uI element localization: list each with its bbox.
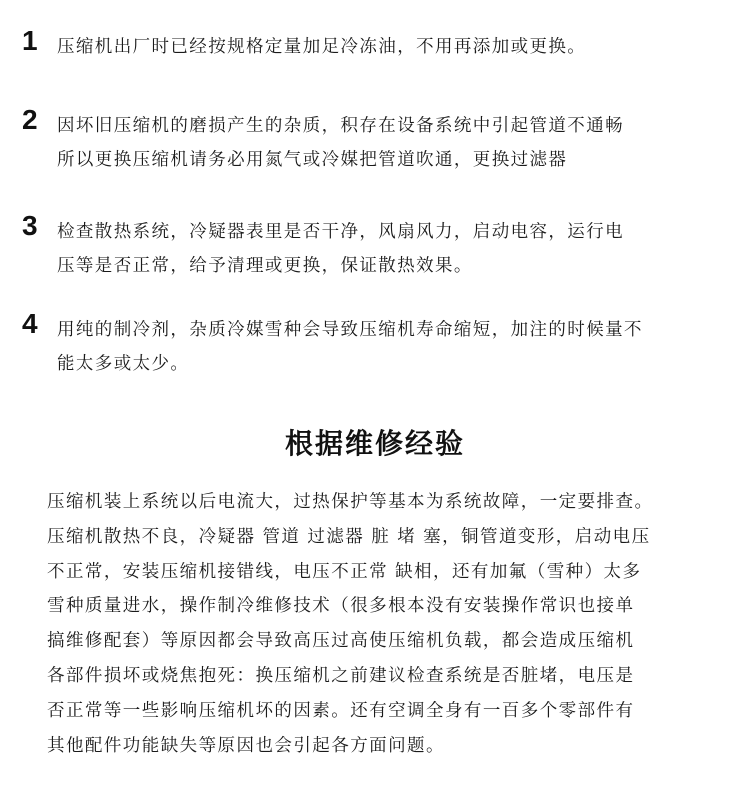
- tip-number: 2: [22, 104, 38, 135]
- tip-item-3: [22, 210, 722, 283]
- tip-text: 检查散热系统，冷疑器表里是否干净，风扇风力，启动电容，运行电 压等是否正常，给予清理或更换，保证散热效果。: [57, 222, 624, 276]
- section-body: 压缩机装上系统以后电流大，过热保护等基本为系统故障，一定要排查。 压缩机散热不良，冷疑器 管道 过滤器 脏 堵 塞，铜管道变形，启动电压 不正常，安装压缩机接错线，电压不正常 缺相，还有加氟（雪种）太多 雪种质量进水，操作制冷维修技术（很多根本没有安装操作常识也接单 搞维修配套）等原因都会导致高压过高使压缩机负载，都会造成压缩机 各部件损坏或烧焦抱死：换压缩机之前建议检查系统是否脏堵，电压是 否正常等一些影响压缩机坏的因素。还有空调全身有一百多个零部件有 其他配件功能缺失等原因也会引起各方面问题。: [47, 492, 654, 756]
- tip-number: 4: [22, 308, 38, 339]
- tip-text: 因坏旧压缩机的磨损产生的杂质，积存在设备系统中引起管道不通畅 所以更换压缩机请务必用氮气或冷媒把管道吹通，更换过滤器: [57, 116, 624, 170]
- tip-text: 压缩机出厂时已经按规格定量加足冷冻油，不用再添加或更换。: [57, 37, 587, 57]
- tip-number: 3: [22, 210, 38, 241]
- tip-number: 1: [22, 25, 38, 56]
- tip-item-4: [22, 308, 722, 381]
- tip-text: 用纯的制冷剂，杂质冷媒雪种会导致压缩机寿命缩短，加注的时候量不 能太多或太少。: [57, 320, 643, 374]
- tip-item-1: [22, 25, 722, 64]
- tip-item-2: [22, 104, 722, 177]
- section-title: 根据维修经验: [284, 427, 465, 460]
